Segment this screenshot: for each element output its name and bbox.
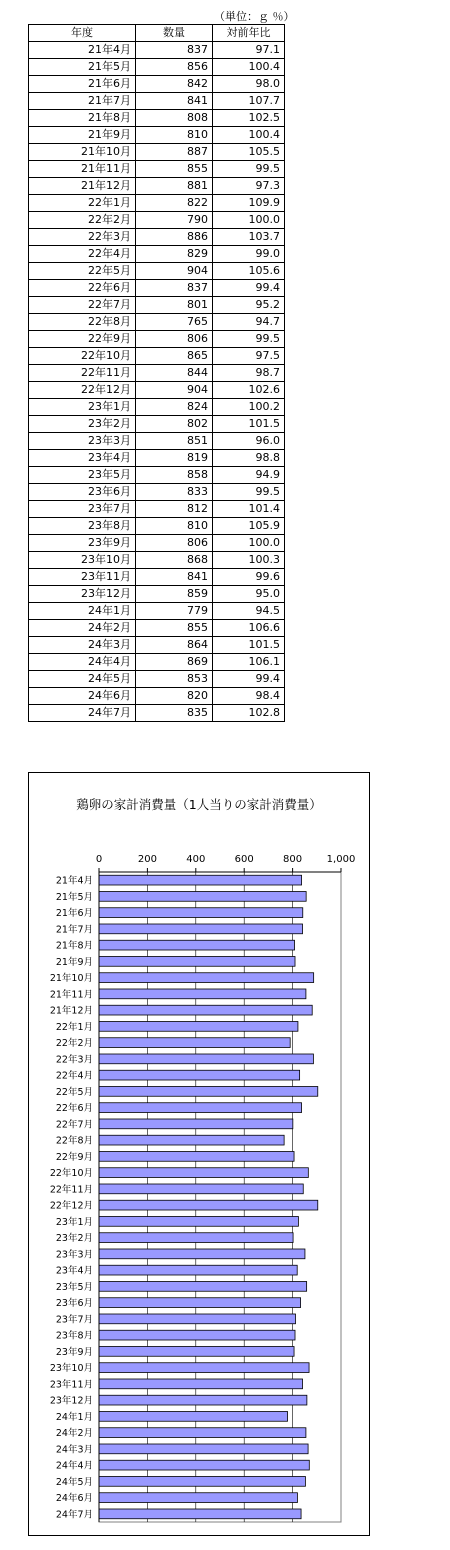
table-row — [29, 263, 285, 280]
table-row — [29, 705, 285, 722]
x-tick-label: 200 — [137, 854, 157, 865]
header-yoy-ratio: 対前年比 — [213, 25, 285, 42]
cell-yoy-ratio: 102.8 — [213, 705, 285, 722]
table-row — [29, 59, 285, 76]
table-row — [29, 76, 285, 93]
bar — [99, 1103, 302, 1113]
category-label: 23年6月 — [55, 1298, 93, 1310]
cell-yoy-ratio: 100.4 — [213, 59, 285, 76]
category-label: 24年6月 — [55, 1493, 93, 1505]
cell-quantity: 856 — [136, 59, 213, 76]
cell-yoy-ratio: 98.0 — [213, 76, 285, 93]
chart-area — [28, 772, 370, 1536]
table-row — [29, 654, 285, 671]
cell-quantity: 802 — [136, 416, 213, 433]
bar — [99, 1347, 294, 1357]
header-period: 年度 — [29, 25, 136, 42]
cell-yoy-ratio: 95.2 — [213, 297, 285, 314]
bar — [99, 1265, 297, 1275]
chart-title: 鶏卵の家計消費量（1人当りの家計消費量） — [76, 797, 322, 812]
bar — [99, 1412, 288, 1422]
category-label: 21年12月 — [49, 1005, 93, 1017]
cell-quantity: 868 — [136, 552, 213, 569]
bar — [99, 1087, 318, 1097]
cell-period: 22年10月 — [29, 348, 136, 365]
table-header-row — [29, 25, 285, 42]
x-tick-label: 0 — [95, 854, 103, 865]
category-label: 22年6月 — [55, 1103, 93, 1115]
cell-period: 23年2月 — [29, 416, 136, 433]
category-label: 24年5月 — [55, 1476, 93, 1488]
cell-yoy-ratio: 98.7 — [213, 365, 285, 382]
cell-quantity: 844 — [136, 365, 213, 382]
cell-period: 21年11月 — [29, 161, 136, 178]
x-tick-label: 1,000 — [326, 854, 356, 865]
bar — [99, 1022, 298, 1032]
category-label: 22年10月 — [49, 1168, 93, 1180]
table-row — [29, 212, 285, 229]
cell-quantity: 779 — [136, 603, 213, 620]
cell-quantity: 859 — [136, 586, 213, 603]
cell-period: 21年8月 — [29, 110, 136, 127]
cell-quantity: 790 — [136, 212, 213, 229]
cell-period: 24年5月 — [29, 671, 136, 688]
cell-yoy-ratio: 102.6 — [213, 382, 285, 399]
cell-period: 22年1月 — [29, 195, 136, 212]
cell-quantity: 904 — [136, 263, 213, 280]
category-label: 22年4月 — [55, 1070, 93, 1082]
cell-yoy-ratio: 98.4 — [213, 688, 285, 705]
cell-quantity: 833 — [136, 484, 213, 501]
category-label: 22年3月 — [55, 1054, 93, 1066]
category-label: 23年8月 — [55, 1330, 93, 1342]
cell-quantity: 858 — [136, 467, 213, 484]
table-row — [29, 348, 285, 365]
table-row — [29, 450, 285, 467]
cell-yoy-ratio: 102.5 — [213, 110, 285, 127]
consumption-table — [28, 24, 285, 722]
category-label: 23年11月 — [49, 1379, 93, 1391]
cell-quantity: 765 — [136, 314, 213, 331]
category-label: 21年10月 — [49, 973, 93, 985]
category-label: 23年9月 — [55, 1346, 93, 1358]
cell-yoy-ratio: 100.3 — [213, 552, 285, 569]
cell-period: 23年8月 — [29, 518, 136, 535]
category-label: 24年4月 — [55, 1460, 93, 1472]
cell-quantity: 864 — [136, 637, 213, 654]
cell-yoy-ratio: 106.1 — [213, 654, 285, 671]
category-label: 24年1月 — [55, 1411, 93, 1423]
bar — [99, 1119, 293, 1129]
unit-note: （単位：ｇ ％） — [214, 10, 295, 23]
category-label: 22年2月 — [55, 1038, 93, 1050]
cell-quantity: 886 — [136, 229, 213, 246]
cell-yoy-ratio: 103.7 — [213, 229, 285, 246]
category-label: 23年7月 — [55, 1314, 93, 1326]
cell-quantity: 887 — [136, 144, 213, 161]
cell-yoy-ratio: 100.0 — [213, 212, 285, 229]
bar — [99, 1363, 309, 1373]
table-row — [29, 178, 285, 195]
cell-period: 21年10月 — [29, 144, 136, 161]
cell-quantity: 820 — [136, 688, 213, 705]
cell-period: 23年6月 — [29, 484, 136, 501]
table-row — [29, 501, 285, 518]
category-label: 23年12月 — [49, 1395, 93, 1407]
bar — [99, 973, 314, 983]
cell-yoy-ratio: 99.5 — [213, 161, 285, 178]
bar — [99, 1152, 294, 1162]
cell-period: 24年2月 — [29, 620, 136, 637]
category-label: 21年11月 — [49, 989, 93, 1001]
cell-yoy-ratio: 94.5 — [213, 603, 285, 620]
category-label: 21年4月 — [55, 875, 93, 887]
cell-yoy-ratio: 105.9 — [213, 518, 285, 535]
table-row — [29, 518, 285, 535]
bar-chart — [29, 773, 369, 1535]
bar — [99, 1135, 284, 1145]
category-label: 23年1月 — [55, 1216, 93, 1228]
category-label: 21年5月 — [55, 891, 93, 903]
bar — [99, 989, 306, 999]
cell-quantity: 822 — [136, 195, 213, 212]
bar — [99, 1249, 305, 1259]
table-row — [29, 569, 285, 586]
cell-period: 21年7月 — [29, 93, 136, 110]
cell-period: 23年12月 — [29, 586, 136, 603]
cell-period: 23年10月 — [29, 552, 136, 569]
cell-period: 22年11月 — [29, 365, 136, 382]
table-row — [29, 297, 285, 314]
bar — [99, 940, 295, 950]
bar — [99, 1168, 308, 1178]
cell-quantity: 829 — [136, 246, 213, 263]
cell-quantity: 837 — [136, 42, 213, 59]
table-row — [29, 552, 285, 569]
cell-quantity: 841 — [136, 569, 213, 586]
category-label: 22年11月 — [49, 1184, 93, 1196]
cell-period: 22年8月 — [29, 314, 136, 331]
bar — [99, 1282, 307, 1292]
cell-period: 21年5月 — [29, 59, 136, 76]
bar — [99, 908, 303, 918]
cell-period: 22年3月 — [29, 229, 136, 246]
cell-period: 23年5月 — [29, 467, 136, 484]
cell-yoy-ratio: 94.9 — [213, 467, 285, 484]
category-label: 23年5月 — [55, 1281, 93, 1293]
bar — [99, 1054, 313, 1064]
table-row — [29, 399, 285, 416]
category-label: 21年7月 — [55, 924, 93, 936]
table-row — [29, 416, 285, 433]
category-label: 22年12月 — [49, 1200, 93, 1212]
bar — [99, 1038, 290, 1048]
cell-yoy-ratio: 94.7 — [213, 314, 285, 331]
cell-yoy-ratio: 97.5 — [213, 348, 285, 365]
table-row — [29, 280, 285, 297]
category-label: 23年2月 — [55, 1233, 93, 1245]
table-row — [29, 161, 285, 178]
cell-period: 24年3月 — [29, 637, 136, 654]
table-row — [29, 484, 285, 501]
cell-period: 21年6月 — [29, 76, 136, 93]
cell-yoy-ratio: 99.5 — [213, 331, 285, 348]
cell-yoy-ratio: 101.4 — [213, 501, 285, 518]
cell-yoy-ratio: 96.0 — [213, 433, 285, 450]
bar — [99, 1330, 295, 1340]
cell-period: 21年12月 — [29, 178, 136, 195]
cell-yoy-ratio: 99.0 — [213, 246, 285, 263]
bar — [99, 1298, 301, 1308]
header-quantity: 数量 — [136, 25, 213, 42]
table-row — [29, 620, 285, 637]
table-row — [29, 603, 285, 620]
cell-quantity: 855 — [136, 161, 213, 178]
cell-quantity: 810 — [136, 518, 213, 535]
cell-period: 23年1月 — [29, 399, 136, 416]
cell-yoy-ratio: 101.5 — [213, 637, 285, 654]
cell-period: 23年7月 — [29, 501, 136, 518]
cell-quantity: 801 — [136, 297, 213, 314]
cell-quantity: 835 — [136, 705, 213, 722]
bar — [99, 1444, 308, 1454]
x-tick-label: 400 — [186, 854, 206, 865]
table-row — [29, 127, 285, 144]
category-label: 24年7月 — [55, 1509, 93, 1521]
category-label: 22年5月 — [55, 1086, 93, 1098]
category-label: 21年6月 — [55, 908, 93, 920]
table-row — [29, 144, 285, 161]
table-row — [29, 331, 285, 348]
cell-period: 22年12月 — [29, 382, 136, 399]
bar — [99, 875, 302, 885]
category-label: 21年9月 — [55, 956, 93, 968]
bar — [99, 957, 295, 967]
bar — [99, 1070, 300, 1080]
table-row — [29, 467, 285, 484]
cell-period: 24年1月 — [29, 603, 136, 620]
cell-quantity: 806 — [136, 331, 213, 348]
cell-yoy-ratio: 105.5 — [213, 144, 285, 161]
table-row — [29, 382, 285, 399]
bar — [99, 924, 303, 934]
cell-yoy-ratio: 95.0 — [213, 586, 285, 603]
bar — [99, 1233, 293, 1243]
cell-quantity: 865 — [136, 348, 213, 365]
category-label: 23年10月 — [49, 1363, 93, 1375]
cell-yoy-ratio: 99.4 — [213, 280, 285, 297]
bar — [99, 1184, 303, 1194]
cell-quantity: 881 — [136, 178, 213, 195]
cell-quantity: 851 — [136, 433, 213, 450]
cell-yoy-ratio: 100.0 — [213, 535, 285, 552]
cell-period: 24年4月 — [29, 654, 136, 671]
cell-period: 24年6月 — [29, 688, 136, 705]
table-row — [29, 229, 285, 246]
cell-period: 22年6月 — [29, 280, 136, 297]
table-row — [29, 42, 285, 59]
bar — [99, 1428, 306, 1438]
category-label: 21年8月 — [55, 940, 93, 952]
bar — [99, 1509, 301, 1519]
cell-quantity: 812 — [136, 501, 213, 518]
category-label: 22年8月 — [55, 1135, 93, 1147]
cell-period: 21年9月 — [29, 127, 136, 144]
cell-yoy-ratio: 99.4 — [213, 671, 285, 688]
category-label: 22年1月 — [55, 1021, 93, 1033]
cell-yoy-ratio: 99.6 — [213, 569, 285, 586]
cell-period: 22年9月 — [29, 331, 136, 348]
cell-yoy-ratio: 101.5 — [213, 416, 285, 433]
cell-quantity: 904 — [136, 382, 213, 399]
bar — [99, 1005, 312, 1015]
cell-period: 24年7月 — [29, 705, 136, 722]
bar — [99, 1493, 297, 1503]
cell-yoy-ratio: 107.7 — [213, 93, 285, 110]
bar — [99, 1477, 305, 1487]
bar — [99, 1217, 298, 1227]
bar — [99, 892, 306, 902]
cell-yoy-ratio: 97.3 — [213, 178, 285, 195]
cell-period: 23年11月 — [29, 569, 136, 586]
cell-quantity: 819 — [136, 450, 213, 467]
cell-quantity: 841 — [136, 93, 213, 110]
category-label: 24年3月 — [55, 1444, 93, 1456]
table-row — [29, 246, 285, 263]
cell-quantity: 824 — [136, 399, 213, 416]
table-row — [29, 93, 285, 110]
cell-quantity: 855 — [136, 620, 213, 637]
cell-quantity: 842 — [136, 76, 213, 93]
table-row — [29, 637, 285, 654]
cell-period: 22年7月 — [29, 297, 136, 314]
bar — [99, 1200, 318, 1210]
cell-yoy-ratio: 100.2 — [213, 399, 285, 416]
bar — [99, 1395, 307, 1405]
cell-quantity: 853 — [136, 671, 213, 688]
cell-quantity: 806 — [136, 535, 213, 552]
category-label: 22年7月 — [55, 1119, 93, 1131]
table-row — [29, 314, 285, 331]
bar — [99, 1460, 309, 1470]
cell-yoy-ratio: 109.9 — [213, 195, 285, 212]
category-label: 23年3月 — [55, 1249, 93, 1261]
cell-period: 23年3月 — [29, 433, 136, 450]
cell-yoy-ratio: 99.5 — [213, 484, 285, 501]
cell-quantity: 837 — [136, 280, 213, 297]
cell-quantity: 810 — [136, 127, 213, 144]
cell-period: 22年4月 — [29, 246, 136, 263]
table-row — [29, 586, 285, 603]
table-row — [29, 535, 285, 552]
cell-yoy-ratio: 98.8 — [213, 450, 285, 467]
cell-period: 21年4月 — [29, 42, 136, 59]
bar — [99, 1314, 296, 1324]
cell-yoy-ratio: 97.1 — [213, 42, 285, 59]
table-row — [29, 433, 285, 450]
plot-area — [99, 872, 341, 1522]
cell-quantity: 808 — [136, 110, 213, 127]
cell-yoy-ratio: 100.4 — [213, 127, 285, 144]
cell-period: 22年5月 — [29, 263, 136, 280]
table-row — [29, 688, 285, 705]
category-label: 24年2月 — [55, 1428, 93, 1440]
cell-yoy-ratio: 106.6 — [213, 620, 285, 637]
bar — [99, 1379, 303, 1389]
category-label: 23年4月 — [55, 1265, 93, 1277]
category-label: 22年9月 — [55, 1151, 93, 1163]
table-row — [29, 365, 285, 382]
cell-period: 22年2月 — [29, 212, 136, 229]
cell-yoy-ratio: 105.6 — [213, 263, 285, 280]
table-row — [29, 110, 285, 127]
table-row — [29, 195, 285, 212]
cell-quantity: 869 — [136, 654, 213, 671]
table-row — [29, 671, 285, 688]
x-tick-label: 800 — [283, 854, 303, 865]
cell-period: 23年9月 — [29, 535, 136, 552]
x-tick-label: 600 — [234, 854, 254, 865]
cell-period: 23年4月 — [29, 450, 136, 467]
